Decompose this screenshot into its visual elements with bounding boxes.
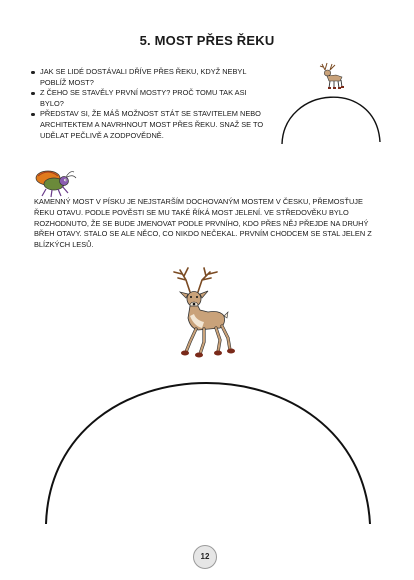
small-arch-illustration (276, 56, 386, 148)
bug-character-icon (30, 164, 78, 198)
deer-illustration (164, 266, 244, 364)
bridge-arch-illustration (30, 366, 390, 532)
question-item: Z ČEHO SE STAVĚLY PRVNÍ MOSTY? PROČ TOMU TAK ASI BYLO? (29, 88, 269, 109)
bridge-arch-outline (46, 383, 370, 524)
deer-icon (174, 268, 235, 358)
question-item: PŘEDSTAV SI, ŽE MÁŠ MOŽNOST STÁT SE STAVITELEM NEBO ARCHITEKTEM A NAVRHNOUT MOST PŘES ŘEKU. SNAŽ SE TO UDĚLAT PEČLIVĚ A ZODPOVĚDNĚ. (29, 109, 269, 141)
question-list (29, 67, 269, 141)
page-number-badge: 12 (193, 545, 217, 569)
small-arch-outline (282, 97, 380, 144)
page-title: 5. MOST PŘES ŘEKU (139, 33, 275, 48)
story-paragraph: KAMENNÝ MOST V PÍSKU JE NEJSTARŠÍM DOCHOVANÝM MOSTEM V ČESKU, PŘEMOSŤUJE ŘEKU OTAVU. PODLE POVĚSTI SE MU TAKÉ ŘÍKÁ MOST JELENÍ. VE STŘEDOVĚKU BYLO ROZHODNUTO, ŽE SE BUDE JMENOVAT PODLE PRVNÍHO, KDO PŘES NĚJ PŘEJDE NA DRUHÝ BŘEH OTAVY. STALO SE ALE NĚCO, CO NIKDO NEČEKAL. PRVNÍM CHODCEM SE STAL JELEN Z BLÍZKÝCH LESŮ. (34, 197, 372, 250)
deer-on-arch-icon (320, 63, 344, 89)
question-item: JAK SE LIDÉ DOSTÁVALI DŘÍVE PŘES ŘEKU, KDYŽ NEBYL POBLÍŽ MOST? (29, 67, 269, 88)
